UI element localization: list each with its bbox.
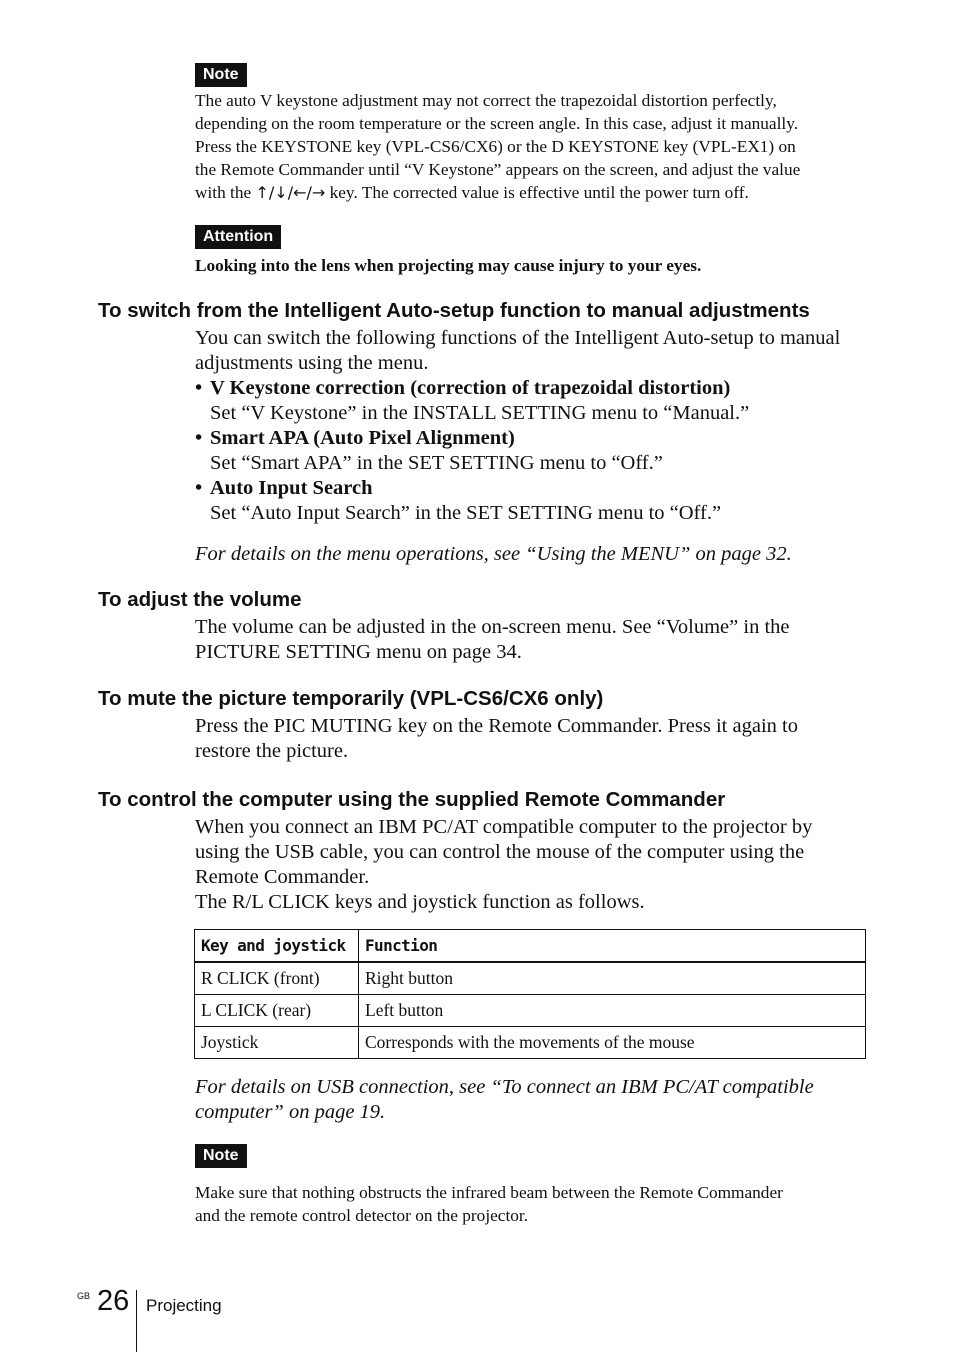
table-row [195, 995, 866, 1027]
body-line: using the USB cable, you can control the mouse of the computer using the [195, 841, 805, 863]
body-line: restore the picture. [195, 740, 349, 762]
list-item [195, 476, 875, 526]
body-line: Press the PIC MUTING key on the Remote Commander. Press it again to [195, 715, 798, 737]
note-line: the Remote Commander until “V Keystone” appears on the screen, and adjust the value [195, 160, 801, 179]
item-title: Auto Input Search [210, 477, 373, 499]
item-desc: Set “Auto Input Search” in the SET SETTING menu to “Off.” [210, 502, 722, 524]
body-line: The volume can be adjusted in the on-screen menu. See “Volume” in the [195, 616, 790, 638]
body-line: When you connect an IBM PC/AT compatible computer to the projector by [195, 816, 813, 838]
cross-reference [195, 1075, 875, 1125]
body-line: Remote Commander. [195, 866, 370, 888]
bullet-icon: • [195, 377, 203, 399]
section-heading: To adjust the volume [98, 588, 302, 611]
intro-line: You can switch the following functions of the Intelligent Auto-setup to manual [195, 327, 841, 349]
note-label: Note [195, 63, 247, 87]
item-desc: Set “Smart APA” in the SET SETTING menu to “Off.” [210, 452, 663, 474]
bullet-icon: • [195, 427, 203, 449]
footer-divider [136, 1290, 137, 1352]
note-label: Note [195, 1144, 247, 1168]
section-heading: To mute the picture temporarily (VPL-CS6/CX6 only) [98, 687, 604, 710]
table-cell: Corresponds with the movements of the mouse [359, 1027, 866, 1059]
note-text [195, 1181, 875, 1227]
section-body [195, 815, 875, 915]
region-code: GB [77, 1291, 91, 1301]
section-heading: To switch from the Intelligent Auto-setup function to manual adjustments [98, 299, 810, 322]
table-row [195, 962, 866, 995]
note-line: The auto V keystone adjustment may not correct the trapezoidal distortion perfectly, [195, 91, 777, 110]
note-line: depending on the room temperature or the screen angle. In this case, adjust it manually. [195, 114, 799, 133]
note-line: and the remote control detector on the projector. [195, 1206, 529, 1225]
footer-section-title: Projecting [146, 1296, 222, 1315]
table-header-row [195, 930, 866, 963]
body-line: The R/L CLICK keys and joystick function as follows. [195, 891, 645, 913]
note-line-suffix: key. The corrected value is effective until the power turn off. [329, 183, 749, 202]
note-line: Make sure that nothing obstructs the infrared beam between the Remote Commander [195, 1183, 783, 1202]
page-number: 26 [97, 1285, 130, 1317]
item-title: V Keystone correction (correction of trapezoidal distortion) [210, 377, 731, 399]
section-heading: To control the computer using the supplied Remote Commander [98, 788, 726, 811]
note-line [195, 181, 875, 204]
intro-line: adjustments using the menu. [195, 352, 429, 374]
ref-line: For details on USB connection, see “To connect an IBM PC/AT compatible [195, 1076, 814, 1098]
table-row [195, 1027, 866, 1059]
list-item [195, 426, 875, 476]
attention-text: Looking into the lens when projecting may cause injury to your eyes. [195, 256, 702, 275]
table-header-cell: Function [359, 930, 866, 963]
table-header-cell: Key and joystick [195, 930, 359, 963]
table-cell: L CLICK (rear) [195, 995, 359, 1027]
attention-label: Attention [195, 225, 281, 249]
cross-reference: For details on the menu operations, see “Using the MENU” on page 32. [195, 543, 792, 565]
ref-line: computer” on page 19. [195, 1101, 386, 1123]
table-cell: Right button [359, 962, 866, 995]
note-line: Press the KEYSTONE key (VPL-CS6/CX6) or the D KEYSTONE key (VPL-EX1) on [195, 137, 796, 156]
table-cell: R CLICK (front) [195, 962, 359, 995]
note-text [195, 89, 875, 204]
arrow-keys-icon: ↑/↓/←/→ [255, 183, 326, 202]
list-item [195, 376, 875, 426]
key-function-table [194, 929, 866, 1059]
table-cell: Joystick [195, 1027, 359, 1059]
section-body [195, 615, 875, 665]
bullet-icon: • [195, 477, 203, 499]
table-cell: Left button [359, 995, 866, 1027]
note-line-prefix: with the [195, 183, 252, 202]
section-body [195, 714, 875, 764]
section-intro [195, 326, 875, 376]
item-title: Smart APA (Auto Pixel Alignment) [210, 427, 515, 449]
body-line: PICTURE SETTING menu on page 34. [195, 641, 522, 663]
item-desc: Set “V Keystone” in the INSTALL SETTING menu to “Manual.” [210, 402, 750, 424]
